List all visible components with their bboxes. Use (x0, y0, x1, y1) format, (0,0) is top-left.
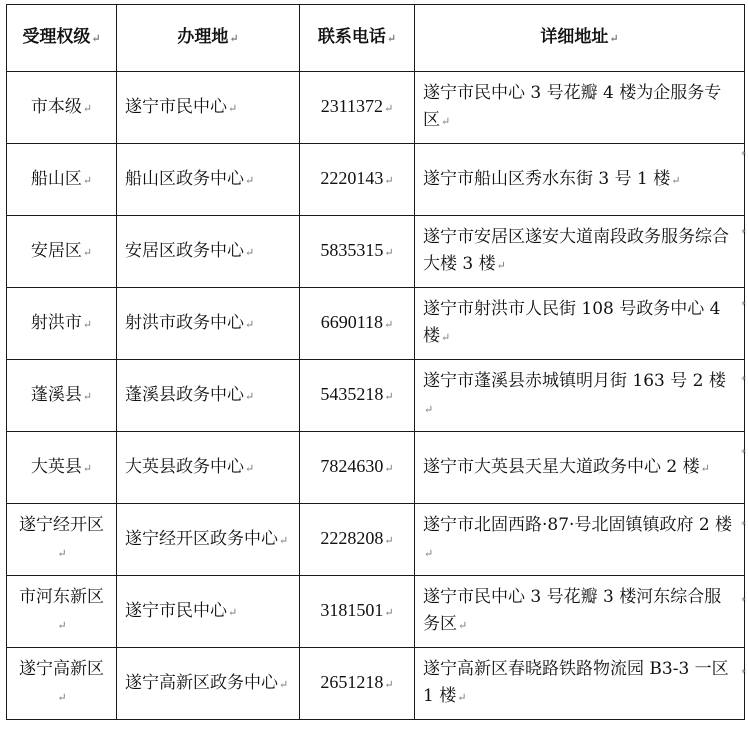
header-level: 受理权级↵ (7, 5, 117, 72)
cell-address: 遂宁市民中心 3 号花瓣 4 楼为企服务专区↵ (415, 72, 745, 144)
cell-level: 遂宁经开区↵ (7, 504, 117, 576)
edge-mark: * (741, 448, 746, 459)
cell-office: 船山区政务中心↵ (117, 144, 300, 216)
paragraph-mark: ↵ (386, 32, 397, 45)
edge-mark: * (741, 375, 746, 386)
cell-level: 蓬溪县↵ (7, 360, 117, 432)
edge-mark: * (741, 596, 746, 607)
table-row (7, 288, 745, 360)
edge-mark: * (741, 150, 746, 161)
cell-phone: 2220143↵ (300, 144, 415, 216)
cell-phone: 7824630↵ (300, 432, 415, 504)
cell-address: 遂宁市蓬溪县赤城镇明月街 163 号 2 楼↵ (415, 360, 745, 432)
cell-office: 遂宁高新区政务中心↵ (117, 648, 300, 720)
table-row (7, 576, 745, 648)
cell-level: 射洪市↵ (7, 288, 117, 360)
cell-address: 遂宁高新区春晓路铁路物流园 B3-3 一区 1 楼↵ (415, 648, 745, 720)
cell-office: 遂宁经开区政务中心↵ (117, 504, 300, 576)
cell-address: 遂宁市民中心 3 号花瓣 3 楼河东综合服务区↵ (415, 576, 745, 648)
cell-address: 遂宁市射洪市人民街 108 号政务中心 4 楼↵ (415, 288, 745, 360)
cell-office: 射洪市政务中心↵ (117, 288, 300, 360)
office-contact-table (6, 4, 745, 720)
table-row (7, 144, 745, 216)
cell-address: 遂宁市大英县天星大道政务中心 2 楼↵ (415, 432, 745, 504)
cell-office: 大英县政务中心↵ (117, 432, 300, 504)
cell-phone: 2651218↵ (300, 648, 415, 720)
cell-office: 遂宁市民中心↵ (117, 72, 300, 144)
cell-phone: 3181501↵ (300, 576, 415, 648)
cell-level: 船山区↵ (7, 144, 117, 216)
edge-mark: * (741, 668, 746, 679)
cell-address: 遂宁市北固西路·87·号北固镇镇政府 2 楼↵ (415, 504, 745, 576)
edge-mark: * (741, 228, 746, 239)
cell-office: 遂宁市民中心↵ (117, 576, 300, 648)
header-office: 办理地↵ (117, 5, 300, 72)
cell-level: 安居区↵ (7, 216, 117, 288)
paragraph-mark: ↵ (91, 32, 101, 45)
cell-level: 遂宁高新区↵ (7, 648, 117, 720)
cell-phone: 2311372↵ (300, 72, 415, 144)
edge-mark: * (741, 520, 746, 531)
table-row (7, 216, 745, 288)
paragraph-mark: ↵ (609, 32, 619, 45)
cell-level: 市本级↵ (7, 72, 117, 144)
table-row (7, 648, 745, 720)
header-phone: 联系电话↵ (300, 5, 415, 72)
cell-address: 遂宁市船山区秀水东街 3 号 1 楼↵ (415, 144, 745, 216)
cell-office: 安居区政务中心↵ (117, 216, 300, 288)
cell-phone: 2228208↵ (300, 504, 415, 576)
cell-phone: 5435218↵ (300, 360, 415, 432)
cell-level: 大英县↵ (7, 432, 117, 504)
cell-address: 遂宁市安居区遂安大道南段政务服务综合大楼 3 楼↵ (415, 216, 745, 288)
table-row (7, 360, 745, 432)
table-row (7, 504, 745, 576)
header-address: 详细地址↵ (415, 5, 745, 72)
cell-phone: 6690118↵ (300, 288, 415, 360)
cell-phone: 5835315↵ (300, 216, 415, 288)
header-row (7, 5, 745, 72)
table-row (7, 432, 745, 504)
table-row (7, 72, 745, 144)
edge-mark: * (741, 300, 746, 311)
cell-level: 市河东新区↵ (7, 576, 117, 648)
paragraph-mark: ↵ (229, 32, 239, 45)
cell-office: 蓬溪县政务中心↵ (117, 360, 300, 432)
